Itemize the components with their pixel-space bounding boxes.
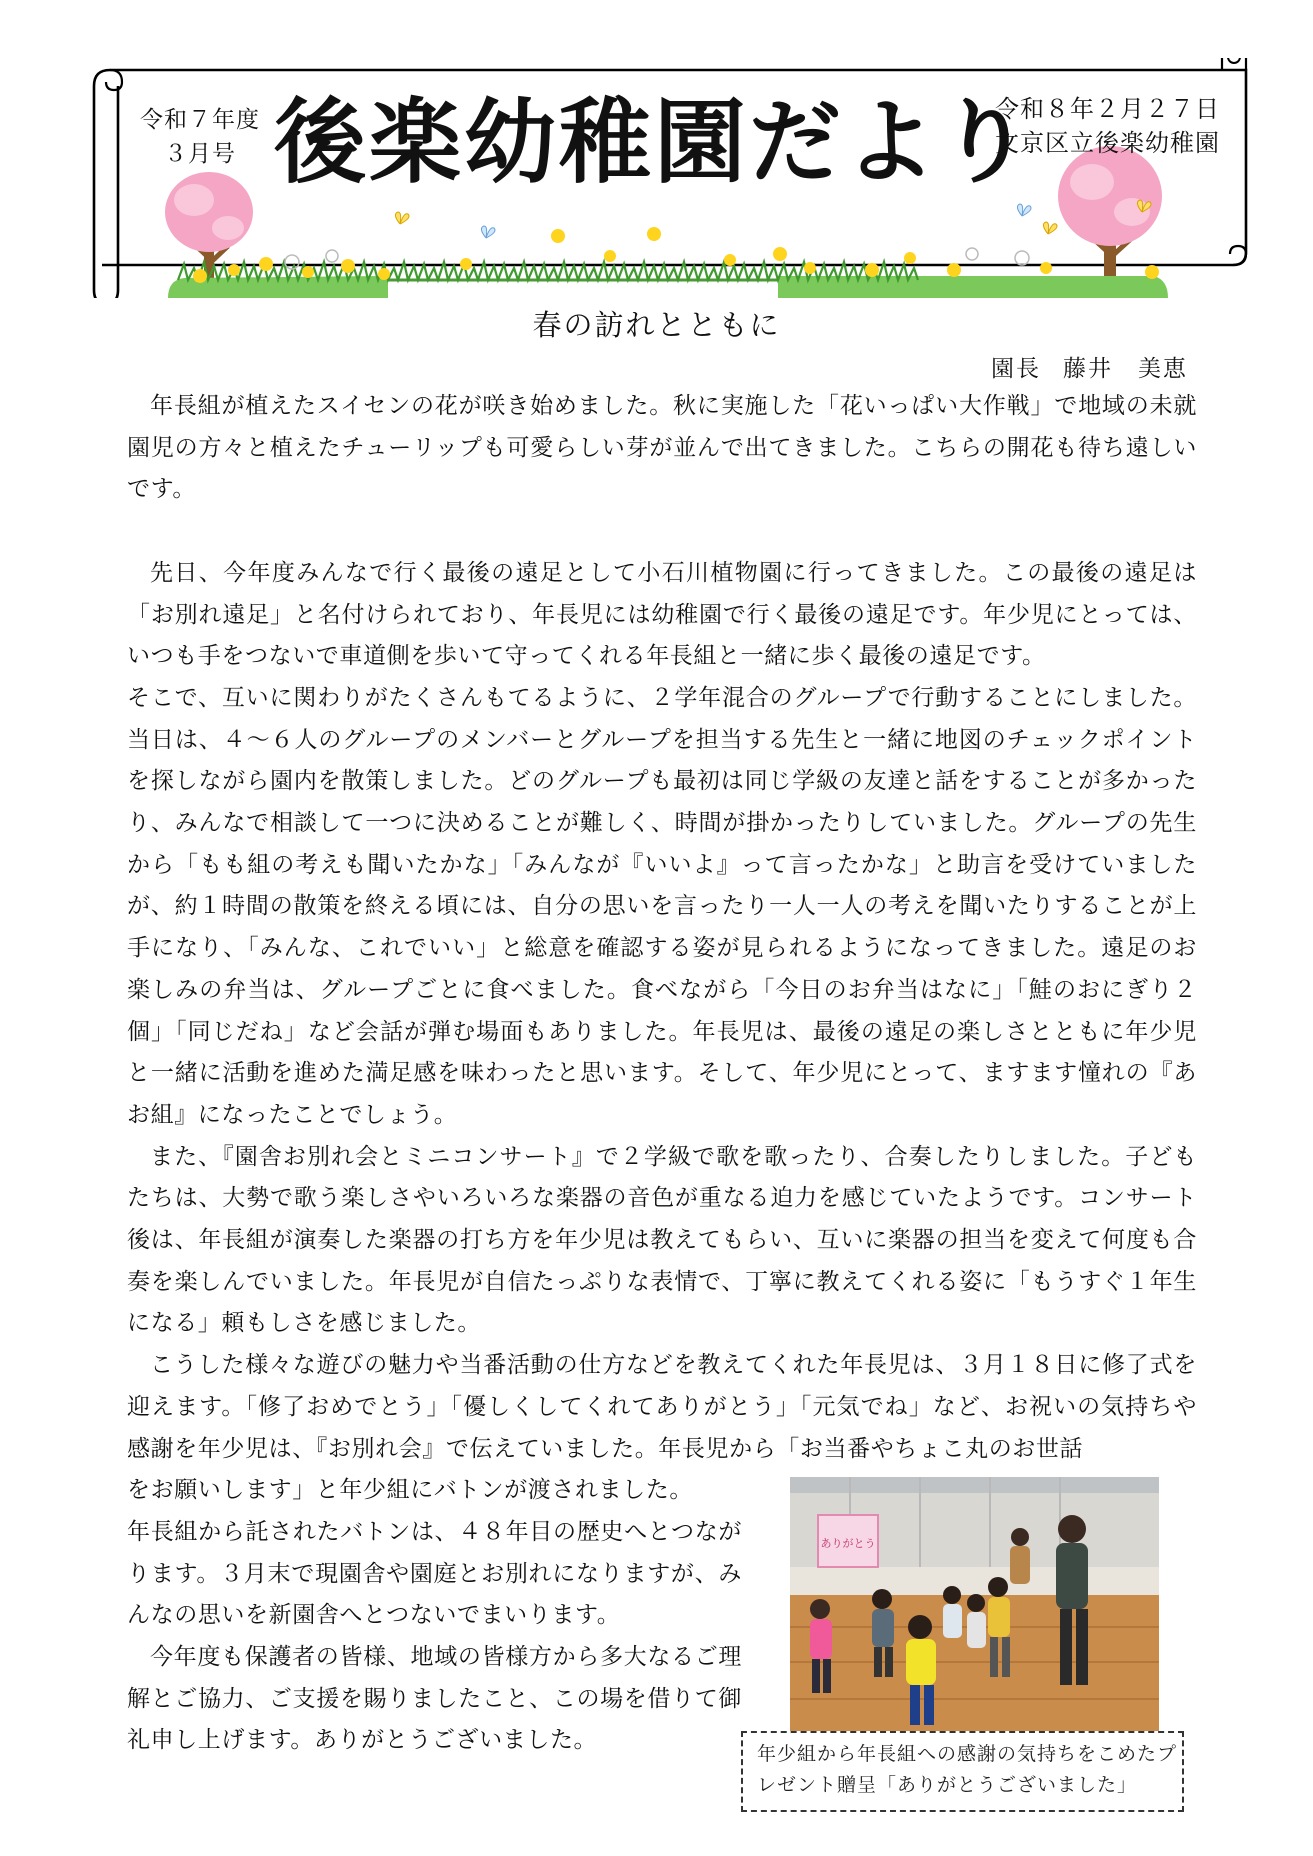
author-role: 園長 bbox=[991, 356, 1041, 382]
photo-sign-text: ありがとう bbox=[820, 1537, 876, 1550]
issuer-info bbox=[995, 92, 1220, 160]
publisher: 文京区立後楽幼稚園 bbox=[995, 129, 1220, 157]
issue-month: ３月号 bbox=[164, 141, 236, 167]
paragraph: そこで、互いに関わりがたくさんもてるように、２学年混合のグループで行動することにしました。当日は、４～６人のグループのメンバーとグループを担当する先生と一緒に地図のチェックポイントを探しながら園内を散策しました。どのグループも最初は同じ学級の友達と話をすることが多かったり、みんなで相談して一つに決めることが難しく、時間が掛かったりしていました。グループの先生から「もも組の考えも聞いたかな」「みんなが『いいよ』って言ったかな」と助言を受けていましたが、約１時間の散策を終える頃には、自分の思いを言ったり一人一人の考えを聞いたりすることが上手になり、「みんな、これでいい」と総意を確認する姿が見られるようになってきました。遠足のお楽しみの弁当は、グループごとに食べました。食べながら「今日のお弁当はなに」「鮭のおにぎり２個」「同じだね」など会話が弾む場面もありました。年長児は、最後の遠足の楽しさとともに年少児と一緒に活動を進めた満足感を味わったと思います。そして、年少児にとって、ますます憧れの『あお組』になったことでしょう。 bbox=[127, 684, 1197, 1128]
issue-info bbox=[138, 103, 262, 171]
paragraph: こうした様々な遊びの魅力や当番活動の仕方などを教えてくれた年長児は、３月１８日に修了式を迎えます。「修了おめでとう」「優しくしてくれてありがとう」「元気でね」など、お祝いの気持ちや感謝を年少児は、『お別れ会』で伝えていました。年長児から「お当番やちょこ丸のお世話 bbox=[127, 1352, 1197, 1462]
grass-strip bbox=[168, 262, 1168, 298]
butterflies bbox=[395, 200, 1151, 238]
article-headline: 春の訪れとともに bbox=[532, 308, 781, 342]
author-name: 藤井 美恵 bbox=[1063, 356, 1188, 382]
paragraph: 年長組が植えたスイセンの花が咲き始めました。秋に実施した「花いっぱい大作戦」で地域の未就園児の方々と植えたチューリップも可愛らしい芽が並んで出てきました。こちらの開花も待ち遠しいです。 bbox=[127, 393, 1197, 503]
paragraph: また、『園舎お別れ会とミニコンサート』で２学級で歌を歌ったり、合奏したりしました。子どもたちは、大勢で歌う楽しさやいろいろな楽器の音色が重なる迫力を感じていたようです。コンサート後は、年長組が演奏した楽器の打ち方を年少児は教えてもらい、互いに楽器の担当を変えて何度も合奏を楽しんでいました。年長児が自信たっぷりな表情で、丁寧に教えてくれる姿に「もうすぐ１年生になる」頼もしさを感じました。 bbox=[127, 1143, 1197, 1337]
event-photo bbox=[790, 1477, 1159, 1738]
issue-year: 令和７年度 bbox=[140, 107, 260, 133]
paragraph: 今年度も保護者の皆様、地域の皆様方から多大なるご理解とご協力、ご支援を賜りましたこと、この場を借りて御礼申し上げます。ありがとうございました。 bbox=[127, 1644, 742, 1754]
issue-date: 令和８年２月２７日 bbox=[995, 95, 1220, 123]
paragraph: 年長組から託されたバトンは、４８年目の歴史へとつながります。３月末で現園舎や園庭とお別れになりますが、みんなの思いを新園舎へとつないでまいります。 bbox=[127, 1518, 742, 1629]
paragraph: をお願いします」と年少組にバトンが渡されました。 bbox=[127, 1477, 693, 1504]
photo-caption: 年少組から年長組への感謝の気持ちをこめたプレゼント贈呈「ありがとうございました」 bbox=[741, 1731, 1184, 1812]
newsletter-title: 後楽幼稚園だより bbox=[274, 89, 1035, 196]
paragraph: 先日、今年度みんなで行く最後の遠足として小石川植物園に行ってきました。この最後の遠足は「お別れ遠足」と名付けられており、年長児には幼稚園で行く最後の遠足です。年少児にとっては、いつも手をつないで車道側を歩いて守ってくれる年長組と一緒に歩く最後の遠足です。 bbox=[127, 559, 1197, 670]
author-line bbox=[991, 350, 1188, 383]
